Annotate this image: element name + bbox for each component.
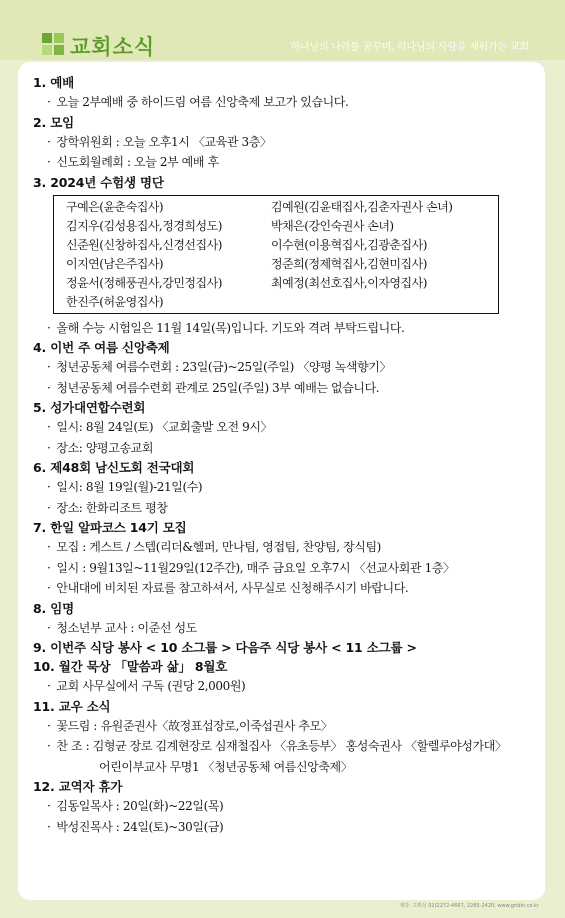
- section: [33, 73, 533, 113]
- student-name: 구예은(윤춘숙집사): [66, 199, 164, 214]
- list-item: · 일시: 8월 19일(월)-21일(수): [33, 477, 533, 498]
- list-item: · 찬 조 : 김형균 장로 김계현장로 심재철집사 〈유초등부〉 홍성숙권사 〈할렐루야성가대〉: [33, 736, 533, 757]
- student-name: 김예원(김윤태집사,김춘자권사 손녀): [271, 199, 453, 214]
- list-item: · 장학위원회 : 오늘 오후1시 〈교육관 3층〉: [33, 132, 533, 153]
- header-bar: [0, 0, 565, 60]
- list-item: · 장소: 한화리조트 평창: [33, 498, 533, 519]
- section-title: 3. 2024년 수험생 명단: [33, 174, 164, 190]
- section-title: 1. 예배: [33, 75, 74, 90]
- list-item-continuation: 어린이부교사 무명1 〈청년공동체 여름신앙축제〉: [99, 759, 353, 774]
- student-name: 신준원(신창하집사,신경선집사): [66, 237, 222, 252]
- logo-icon: [42, 33, 64, 55]
- section: [33, 173, 533, 339]
- list-item: · 박성진목사 : 24일(토)~30일(금): [33, 817, 533, 838]
- section-title: 9. 이번주 식당 봉사 < 10 소그룹 > 다음주 식당 봉사 < 11 소그룹 >: [33, 640, 417, 655]
- section: [33, 338, 533, 398]
- section-title: 2. 모임: [33, 114, 74, 130]
- list-item: · 모집 : 게스트 / 스텝(리더&헬퍼, 만나팀, 영접팀, 찬양팀, 장식팀): [33, 537, 533, 558]
- student-name: 정준희(정제혁집사,김현미집사): [271, 256, 427, 271]
- student-name-box: [53, 195, 499, 314]
- list-item: · 올해 수능 시험일은 11월 14일(목)입니다. 기도와 격려 부탁드립니다.: [33, 318, 533, 339]
- section: [33, 113, 533, 173]
- section-title: 5. 성가대연합수련회: [33, 400, 146, 415]
- student-name: 박채은(강인숙권사 손녀): [271, 218, 394, 233]
- section: [33, 638, 533, 657]
- list-item: · 신도회월례회 : 오늘 2부 예배 후: [33, 152, 533, 173]
- list-item: · 김동일목사 : 20일(화)~22일(목): [33, 796, 533, 817]
- bulletin-paper: [18, 62, 545, 900]
- section: [33, 777, 533, 837]
- section-title: 7. 한일 알파코스 14기 모집: [33, 520, 187, 535]
- student-name: 정윤서(정해풍권사,강민정집사): [66, 275, 222, 290]
- page-title: 교회소식: [70, 35, 156, 59]
- list-item: · 안내대에 비치된 자료를 참고하셔서, 사무실로 신청해주시기 바랍니다.: [33, 578, 533, 599]
- church-slogan: 하나님의 나라를 꿈꾸며, 하나님의 사람을 세워가는 교회: [290, 42, 529, 53]
- section: [33, 657, 533, 697]
- list-item: · 청소년부 교사 : 이준선 성도: [33, 618, 533, 639]
- section-title: 12. 교역자 휴가: [33, 779, 123, 794]
- student-name: 김지우(김성용집사,정경희성도): [66, 218, 222, 233]
- list-item: · 교회 사무실에서 구독 (권당 2,000원): [33, 676, 533, 697]
- list-item: · 장소: 양평고송교회: [33, 438, 533, 459]
- list-item: · 일시 : 9월13일~11월29일(12주간), 매주 금요일 오후7시 〈선교사회관 1층〉: [33, 558, 533, 579]
- section: [33, 518, 533, 599]
- list-item: · 꽃드림 : 유원준권사〈故정표섭장로,이죽섭권사 추모〉: [33, 716, 533, 737]
- section-title: 8. 임명: [33, 600, 74, 616]
- section: [33, 697, 533, 778]
- section-title: 6. 제48회 남신도회 전국대회: [33, 460, 195, 475]
- student-name: 최예정(최선호집사,이자영집사): [271, 275, 427, 290]
- section-title: 10. 월간 묵상 「말씀과 삶」 8월호: [33, 659, 228, 674]
- student-name: 이지연(남은주집사): [66, 256, 164, 271]
- news-content: [33, 73, 533, 837]
- student-name: 이수현(이용혁집사,김광춘집사): [271, 237, 427, 252]
- section: [33, 458, 533, 518]
- student-name: 한진주(허윤영집사): [66, 294, 164, 309]
- section: [33, 398, 533, 458]
- list-item: · 오늘 2부예배 중 하이드림 여름 신앙축제 보고가 있습니다.: [33, 92, 533, 113]
- list-item: · 일시: 8월 24일(토) 〈교회출발 오전 9시〉: [33, 417, 533, 438]
- section: [33, 599, 533, 639]
- list-item: · 청년공동체 여름수련회 관계로 25일(주일) 3부 예배는 없습니다.: [33, 378, 533, 399]
- list-item: · 청년공동체 여름수련회 : 23일(금)~25일(주일) 〈양평 녹색향기〉: [33, 357, 533, 378]
- section-title: 11. 교우 소식: [33, 698, 111, 714]
- footer-credit: 제작: 그뤼싱 02)2272-4667, 2265-2420, www.gridin.co.kr: [399, 903, 539, 909]
- section-title: 4. 이번 주 여름 신앙축제: [33, 340, 170, 355]
